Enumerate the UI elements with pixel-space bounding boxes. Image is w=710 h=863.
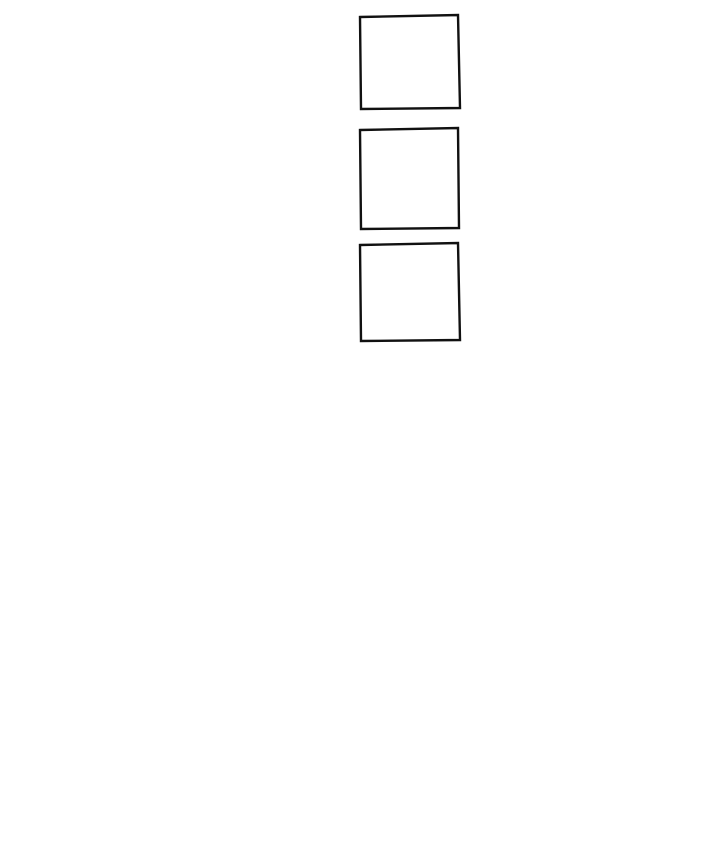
figure-2-13-caption xyxy=(10,602,700,619)
square-1 xyxy=(360,15,460,109)
figure-2-14-caption xyxy=(10,818,700,835)
square-3 xyxy=(360,243,460,341)
square-2 xyxy=(360,128,459,229)
figure-2-12-caption xyxy=(357,350,702,367)
figure-2-14-illustration xyxy=(5,660,705,810)
figure-2-13-illustration xyxy=(5,460,705,600)
figure-2-12-illustration xyxy=(350,5,700,350)
